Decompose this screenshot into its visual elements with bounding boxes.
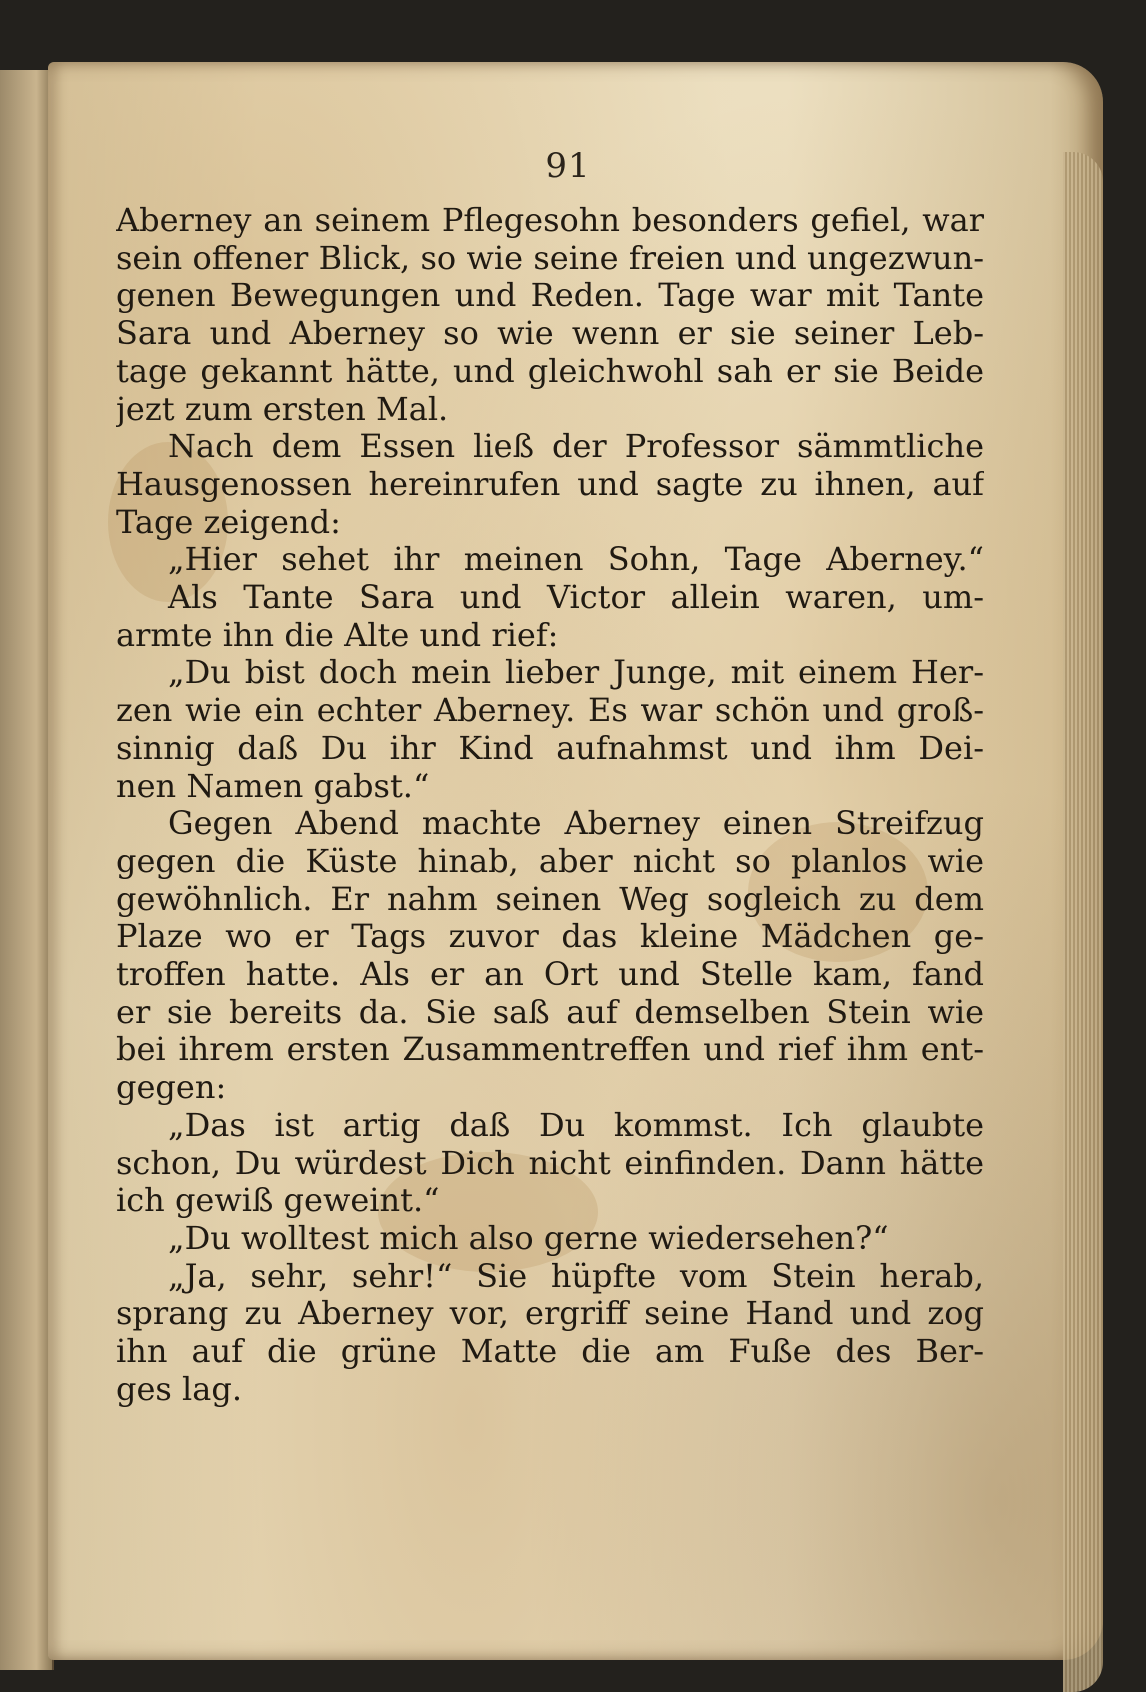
page-number: 91 <box>545 146 591 186</box>
text-line: tage gekannt hätte, und gleichwohl sah er sie Beide <box>116 352 984 390</box>
text-line: „Ja, sehr, sehr!“ Sie hüpfte vom Stein herab, <box>168 1257 984 1295</box>
facing-page-edge <box>0 70 54 1670</box>
text-line: ich gewiß geweint.“ <box>116 1182 440 1220</box>
text-line: nen Namen gabst.“ <box>116 767 430 805</box>
text-line: gegen die Küste hinab, aber nicht so planlos wie <box>116 842 984 880</box>
text-line: sprang zu Aberney vor, ergriff seine Hand und zog <box>116 1295 984 1333</box>
page-edge <box>1063 152 1103 1692</box>
text-line: Sara und Aberney so wie wenn er sie seiner Leb- <box>116 315 984 353</box>
text-line: jezt zum ersten Mal. <box>116 390 449 428</box>
text-line: ihn auf die grüne Matte die am Fuße des Ber- <box>116 1333 984 1371</box>
text-line: gewöhnlich. Er nahm seinen Weg sogleich zu dem <box>116 880 984 918</box>
text-line: troffen hatte. Als er an Ort und Stelle kam, fand <box>116 956 984 994</box>
text-line: er sie bereits da. Sie saß auf demselben Stein wie <box>116 993 984 1031</box>
text-line: armte ihn die Alte und rief: <box>116 616 559 654</box>
text-line: Aberney an seinem Pflegesohn besonders gefiel, war <box>116 202 984 239</box>
text-line: gegen: <box>116 1069 227 1107</box>
text-line: ges lag. <box>116 1370 242 1408</box>
text-line: Tage zeigend: <box>116 503 341 541</box>
text-line: schon, Du würdest Dich nicht einfinden. Dann hätte <box>116 1144 984 1182</box>
text-line: Nach dem Essen ließ der Professor sämmtliche <box>168 428 984 466</box>
text-line: sein offener Blick, so wie seine freien und ungezwun- <box>116 239 984 277</box>
text-line: Hausgenossen hereinrufen und sagte zu ihnen, auf <box>116 465 984 503</box>
text-line: „Du bist doch mein lieber Junge, mit einem Her- <box>168 654 984 692</box>
text-line: bei ihrem ersten Zusammentreffen und rief ihm ent- <box>116 1031 984 1069</box>
body-text <box>116 202 984 1409</box>
text-line: sinnig daß Du ihr Kind aufnahmst und ihm Dei- <box>116 729 984 767</box>
text-line: Gegen Abend machte Aberney einen Streifzug <box>168 805 984 843</box>
book-page <box>48 62 1103 1660</box>
text-line: „Du wolltest mich also gerne wiedersehen?“ <box>168 1219 889 1257</box>
text-line: „Das ist artig daß Du kommst. Ich glaubte <box>168 1106 984 1144</box>
text-line: „Hier sehet ihr meinen Sohn, Tage Aberney.“ <box>168 541 984 579</box>
text-line: genen Bewegungen und Reden. Tage war mit Tante <box>116 277 984 315</box>
text-line: Plaze wo er Tags zuvor das kleine Mädchen ge- <box>116 918 984 956</box>
text-line: zen wie ein echter Aberney. Es war schön und groß- <box>116 692 984 730</box>
text-line: Als Tante Sara und Victor allein waren, um- <box>168 579 984 617</box>
